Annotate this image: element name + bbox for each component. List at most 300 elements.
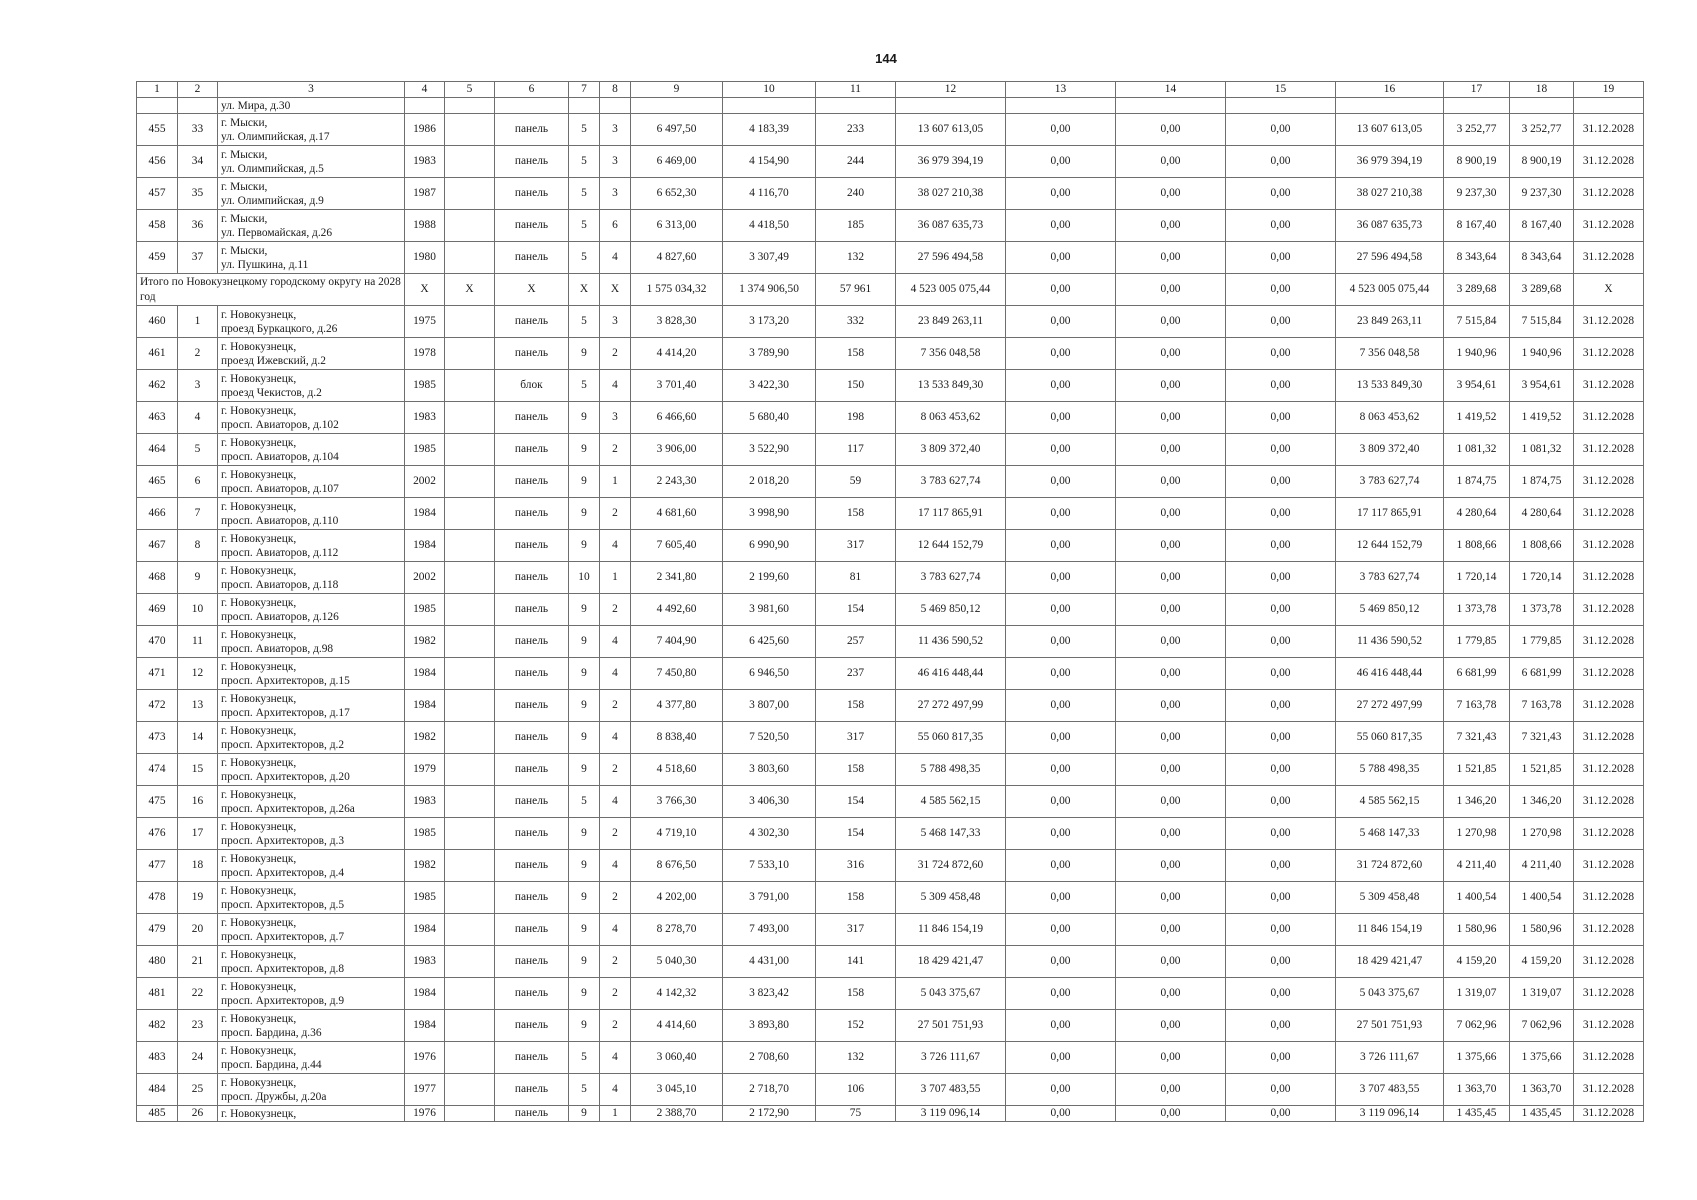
sub-number-cell: 10 xyxy=(178,594,218,626)
cell-c9: 4 518,60 xyxy=(631,754,723,786)
cell-c11: 317 xyxy=(816,722,896,754)
address-city: г. Новокузнецк, xyxy=(221,404,297,417)
address-street: просп. Архитекторов, д.5 xyxy=(221,898,345,911)
cell-c13: 0,00 xyxy=(1006,210,1116,242)
cell-c8: 3 xyxy=(600,178,631,210)
cell-c13: 0,00 xyxy=(1006,658,1116,690)
cell-c14: 0,00 xyxy=(1116,594,1226,626)
cell-c6: панель xyxy=(495,338,569,370)
address-city: г. Новокузнецк, xyxy=(221,500,297,513)
cell-c11: 237 xyxy=(816,658,896,690)
cell-c17: 1 435,45 xyxy=(1444,1106,1510,1122)
cell-c17: 6 681,99 xyxy=(1444,658,1510,690)
address-city: г. Новокузнецк, xyxy=(221,884,297,897)
total-c19: Х xyxy=(1574,274,1644,306)
cell-c11: 317 xyxy=(816,530,896,562)
cell-c9: 6 466,60 xyxy=(631,402,723,434)
row-number-cell: 459 xyxy=(137,242,178,274)
address-city: г. Мыски, xyxy=(221,244,268,257)
cell-c12: 55 060 817,35 xyxy=(896,722,1006,754)
cell-c14: 0,00 xyxy=(1116,754,1226,786)
row-number-cell: 483 xyxy=(137,1042,178,1074)
cell-c15: 0,00 xyxy=(1226,402,1336,434)
sub-number-cell: 21 xyxy=(178,946,218,978)
sub-number-cell: 12 xyxy=(178,658,218,690)
cell-c7: 9 xyxy=(569,1106,600,1122)
sub-number-cell: 16 xyxy=(178,786,218,818)
cell-c17: 1 779,85 xyxy=(1444,626,1510,658)
cell-c7: 9 xyxy=(569,690,600,722)
cell-c5 xyxy=(445,946,495,978)
cell-c10: 4 418,50 xyxy=(723,210,816,242)
cell-c10: 3 522,90 xyxy=(723,434,816,466)
table-row xyxy=(137,594,1644,626)
housing-program-table xyxy=(136,81,1644,1122)
header-cell: 16 xyxy=(1336,82,1444,98)
cell-c4: 2002 xyxy=(405,466,445,498)
cell-c16: 17 117 865,91 xyxy=(1336,498,1444,530)
cell xyxy=(495,98,569,114)
cell-c9: 8 838,40 xyxy=(631,722,723,754)
cell-c16: 23 849 263,11 xyxy=(1336,306,1444,338)
cell-c9: 3 060,40 xyxy=(631,1042,723,1074)
cell-c8: 4 xyxy=(600,626,631,658)
cell-c5 xyxy=(445,146,495,178)
address-street: просп. Бардина, д.44 xyxy=(221,1058,322,1071)
table-row xyxy=(137,498,1644,530)
address-street: ул. Олимпийская, д.17 xyxy=(221,130,330,143)
cell-c6: панель xyxy=(495,306,569,338)
cell-c10: 3 406,30 xyxy=(723,786,816,818)
cell-c4: 1979 xyxy=(405,754,445,786)
cell-c6: панель xyxy=(495,114,569,146)
cell-c11: 158 xyxy=(816,754,896,786)
row-number-cell: 460 xyxy=(137,306,178,338)
address-cell xyxy=(218,1106,405,1122)
cell-c19: 31.12.2028 xyxy=(1574,978,1644,1010)
cell-c15: 0,00 xyxy=(1226,1010,1336,1042)
sub-number-cell: 11 xyxy=(178,626,218,658)
cell-c8: 2 xyxy=(600,338,631,370)
cell-c12: 3 783 627,74 xyxy=(896,466,1006,498)
cell-c8: 4 xyxy=(600,1042,631,1074)
cell-c13: 0,00 xyxy=(1006,850,1116,882)
cell-c18: 1 874,75 xyxy=(1510,466,1574,498)
cell-c9: 6 469,00 xyxy=(631,146,723,178)
address-street: ул. Олимпийская, д.9 xyxy=(221,194,324,207)
cell-c6: блок xyxy=(495,370,569,402)
address-city: г. Мыски, xyxy=(221,148,268,161)
cell-c11: 158 xyxy=(816,690,896,722)
total-c14: 0,00 xyxy=(1116,274,1226,306)
cell-c8: 4 xyxy=(600,242,631,274)
address-cell xyxy=(218,242,405,274)
cell-c14: 0,00 xyxy=(1116,914,1226,946)
cell-c12: 11 846 154,19 xyxy=(896,914,1006,946)
table-row xyxy=(137,658,1644,690)
cell-c9: 4 142,32 xyxy=(631,978,723,1010)
row-number-cell: 480 xyxy=(137,946,178,978)
sub-number-cell: 18 xyxy=(178,850,218,882)
cell-c19: 31.12.2028 xyxy=(1574,178,1644,210)
cell-c15: 0,00 xyxy=(1226,338,1336,370)
cell-c7: 9 xyxy=(569,466,600,498)
cell-c7: 5 xyxy=(569,370,600,402)
cell-c7: 9 xyxy=(569,914,600,946)
cell-c17: 1 400,54 xyxy=(1444,882,1510,914)
cell-c9: 3 906,00 xyxy=(631,434,723,466)
cell-c14: 0,00 xyxy=(1116,562,1226,594)
sub-number-cell: 7 xyxy=(178,498,218,530)
address-street: просп. Архитекторов, д.7 xyxy=(221,930,345,943)
row-number-cell: 470 xyxy=(137,626,178,658)
total-c7: Х xyxy=(569,274,600,306)
cell-c7: 9 xyxy=(569,530,600,562)
cell-c6: панель xyxy=(495,1074,569,1106)
cell-c4: 1976 xyxy=(405,1042,445,1074)
cell-c7: 9 xyxy=(569,594,600,626)
address-cell xyxy=(218,882,405,914)
cell-c6: панель xyxy=(495,434,569,466)
cell-c5 xyxy=(445,434,495,466)
cell-c15: 0,00 xyxy=(1226,914,1336,946)
address-city: г. Новокузнецк, xyxy=(221,820,297,833)
cell-c4: 1980 xyxy=(405,242,445,274)
cell-c11: 332 xyxy=(816,306,896,338)
cell-c8: 2 xyxy=(600,594,631,626)
cell-c11: 132 xyxy=(816,1042,896,1074)
address-city: г. Новокузнецк, xyxy=(221,340,297,353)
address-city: г. Новокузнецк, xyxy=(221,724,297,737)
cell-c15: 0,00 xyxy=(1226,722,1336,754)
cell-c18: 1 375,66 xyxy=(1510,1042,1574,1074)
cell-c6: панель xyxy=(495,914,569,946)
table-row xyxy=(137,306,1644,338)
cell-c5 xyxy=(445,882,495,914)
cell-c5 xyxy=(445,242,495,274)
cell-c6: панель xyxy=(495,498,569,530)
cell-c13: 0,00 xyxy=(1006,1010,1116,1042)
cell-c6: панель xyxy=(495,818,569,850)
cell-c7: 9 xyxy=(569,946,600,978)
header-cell: 12 xyxy=(896,82,1006,98)
cell-c16: 3 783 627,74 xyxy=(1336,562,1444,594)
sub-number-cell: 37 xyxy=(178,242,218,274)
cell-c5 xyxy=(445,178,495,210)
cell-c16: 11 846 154,19 xyxy=(1336,914,1444,946)
cell-c13: 0,00 xyxy=(1006,722,1116,754)
cell-c10: 3 173,20 xyxy=(723,306,816,338)
address-city: г. Новокузнецк, xyxy=(221,308,297,321)
cell-c12: 5 788 498,35 xyxy=(896,754,1006,786)
header-cell: 14 xyxy=(1116,82,1226,98)
table-row xyxy=(137,1106,1644,1122)
cell-c14: 0,00 xyxy=(1116,114,1226,146)
row-number-cell: 482 xyxy=(137,1010,178,1042)
address-street: просп. Архитекторов, д.3 xyxy=(221,834,345,847)
cell-c14: 0,00 xyxy=(1116,370,1226,402)
sub-number-cell: 1 xyxy=(178,306,218,338)
table-row xyxy=(137,562,1644,594)
row-number-cell: 458 xyxy=(137,210,178,242)
cell-c14: 0,00 xyxy=(1116,658,1226,690)
cell-c8: 4 xyxy=(600,1074,631,1106)
address-city: г. Новокузнецк, xyxy=(221,1076,297,1089)
table-row xyxy=(137,338,1644,370)
address-cell xyxy=(218,1042,405,1074)
cell-c8: 2 xyxy=(600,498,631,530)
cell-c15: 0,00 xyxy=(1226,178,1336,210)
row-number-cell: 457 xyxy=(137,178,178,210)
cell-c17: 7 062,96 xyxy=(1444,1010,1510,1042)
address-city: г. Новокузнецк, xyxy=(221,692,297,705)
cell-c19: 31.12.2028 xyxy=(1574,658,1644,690)
cell-c12: 13 607 613,05 xyxy=(896,114,1006,146)
table-row xyxy=(137,690,1644,722)
cell-c8: 1 xyxy=(600,1106,631,1122)
cell-c6: панель xyxy=(495,242,569,274)
cell xyxy=(445,98,495,114)
cell-c13: 0,00 xyxy=(1006,434,1116,466)
cell-c7: 9 xyxy=(569,658,600,690)
cell-c19: 31.12.2028 xyxy=(1574,370,1644,402)
cell-c8: 6 xyxy=(600,210,631,242)
cell-c18: 1 363,70 xyxy=(1510,1074,1574,1106)
cell-c5 xyxy=(445,850,495,882)
cell xyxy=(405,98,445,114)
header-cell: 4 xyxy=(405,82,445,98)
cell-c17: 1 319,07 xyxy=(1444,978,1510,1010)
cell-c19: 31.12.2028 xyxy=(1574,146,1644,178)
cell-c5 xyxy=(445,818,495,850)
cell-c6: панель xyxy=(495,210,569,242)
cell-c11: 257 xyxy=(816,626,896,658)
address-cell xyxy=(218,1010,405,1042)
cell-c18: 1 081,32 xyxy=(1510,434,1574,466)
cell-c11: 59 xyxy=(816,466,896,498)
cell-c15: 0,00 xyxy=(1226,146,1336,178)
cell-c9: 2 341,80 xyxy=(631,562,723,594)
cell-c16: 27 272 497,99 xyxy=(1336,690,1444,722)
cell-c8: 2 xyxy=(600,818,631,850)
row-number-cell: 465 xyxy=(137,466,178,498)
header-cell: 8 xyxy=(600,82,631,98)
cell-c6: панель xyxy=(495,594,569,626)
address-cell xyxy=(218,978,405,1010)
cell-c13: 0,00 xyxy=(1006,146,1116,178)
cell-c6: панель xyxy=(495,562,569,594)
cell xyxy=(816,98,896,114)
table-row xyxy=(137,754,1644,786)
row-number-cell: 468 xyxy=(137,562,178,594)
sub-number-cell: 25 xyxy=(178,1074,218,1106)
table-row xyxy=(137,626,1644,658)
cell-c12: 12 644 152,79 xyxy=(896,530,1006,562)
sub-number-cell: 20 xyxy=(178,914,218,946)
cell-c18: 4 211,40 xyxy=(1510,850,1574,882)
address-street: просп. Авиаторов, д.118 xyxy=(221,578,339,591)
cell-c17: 4 280,64 xyxy=(1444,498,1510,530)
cell-c6: панель xyxy=(495,626,569,658)
cell xyxy=(1226,98,1336,114)
cell-c19: 31.12.2028 xyxy=(1574,690,1644,722)
cell-c19: 31.12.2028 xyxy=(1574,722,1644,754)
address-cell xyxy=(218,658,405,690)
cell-c9: 4 719,10 xyxy=(631,818,723,850)
cell-c5 xyxy=(445,1010,495,1042)
address-city: г. Новокузнецк, xyxy=(221,916,297,929)
cell-c14: 0,00 xyxy=(1116,402,1226,434)
cell-c8: 4 xyxy=(600,370,631,402)
cell-c8: 4 xyxy=(600,530,631,562)
cell-c14: 0,00 xyxy=(1116,530,1226,562)
cell-c19: 31.12.2028 xyxy=(1574,914,1644,946)
header-cell: 13 xyxy=(1006,82,1116,98)
cell xyxy=(137,98,178,114)
cell-c4: 1983 xyxy=(405,146,445,178)
header-cell: 11 xyxy=(816,82,896,98)
address-city: г. Новокузнецк, xyxy=(221,596,297,609)
cell-c17: 8 343,64 xyxy=(1444,242,1510,274)
cell-c17: 4 159,20 xyxy=(1444,946,1510,978)
cell-c9: 6 497,50 xyxy=(631,114,723,146)
cell-c12: 7 356 048,58 xyxy=(896,338,1006,370)
cell-c12: 4 585 562,15 xyxy=(896,786,1006,818)
address-cell xyxy=(218,850,405,882)
cell-c19: 31.12.2028 xyxy=(1574,338,1644,370)
cell-c4: 1985 xyxy=(405,882,445,914)
cell-c14: 0,00 xyxy=(1116,306,1226,338)
cell-c18: 1 580,96 xyxy=(1510,914,1574,946)
cell-c15: 0,00 xyxy=(1226,882,1336,914)
address-city: г. Новокузнецк, xyxy=(221,1044,297,1057)
cell-c9: 4 492,60 xyxy=(631,594,723,626)
cell xyxy=(1444,98,1510,114)
cell-c4: 1982 xyxy=(405,850,445,882)
cell-c14: 0,00 xyxy=(1116,786,1226,818)
cell-c4: 1985 xyxy=(405,818,445,850)
cell-c10: 2 172,90 xyxy=(723,1106,816,1122)
cell-c18: 1 319,07 xyxy=(1510,978,1574,1010)
row-number-cell: 469 xyxy=(137,594,178,626)
cell-c17: 1 375,66 xyxy=(1444,1042,1510,1074)
cell-c4: 1985 xyxy=(405,594,445,626)
address-street: просп. Дружбы, д.20а xyxy=(221,1090,327,1103)
cell-c16: 27 596 494,58 xyxy=(1336,242,1444,274)
cell-c5 xyxy=(445,914,495,946)
cell xyxy=(1006,98,1116,114)
row-number-cell: 463 xyxy=(137,402,178,434)
cell-c8: 3 xyxy=(600,306,631,338)
cell-c12: 5 043 375,67 xyxy=(896,978,1006,1010)
cell-c6: панель xyxy=(495,658,569,690)
cell-c15: 0,00 xyxy=(1226,1106,1336,1122)
cell-c6: панель xyxy=(495,978,569,1010)
cell-c11: 240 xyxy=(816,178,896,210)
cell-c14: 0,00 xyxy=(1116,722,1226,754)
table-body xyxy=(137,82,1644,1122)
cell-c12: 13 533 849,30 xyxy=(896,370,1006,402)
table-row xyxy=(137,370,1644,402)
cell-c7: 9 xyxy=(569,722,600,754)
address-street: проезд Ижевский, д.2 xyxy=(221,354,326,367)
sub-number-cell: 22 xyxy=(178,978,218,1010)
table-row xyxy=(137,466,1644,498)
cell-c16: 46 416 448,44 xyxy=(1336,658,1444,690)
cell-c8: 3 xyxy=(600,114,631,146)
cell-c17: 4 211,40 xyxy=(1444,850,1510,882)
cell-c16: 3 809 372,40 xyxy=(1336,434,1444,466)
cell-c10: 2 708,60 xyxy=(723,1042,816,1074)
cell-c14: 0,00 xyxy=(1116,434,1226,466)
cell-c17: 1 720,14 xyxy=(1444,562,1510,594)
cell-c13: 0,00 xyxy=(1006,402,1116,434)
cell-c12: 36 087 635,73 xyxy=(896,210,1006,242)
cell-c14: 0,00 xyxy=(1116,978,1226,1010)
cell-c15: 0,00 xyxy=(1226,498,1336,530)
address-cell xyxy=(218,818,405,850)
total-label: Итого по Новокузнецкому городскому округу на 2028 год xyxy=(137,274,405,306)
cell-c9: 7 404,90 xyxy=(631,626,723,658)
address-cell xyxy=(218,786,405,818)
cell-c6: панель xyxy=(495,882,569,914)
cell-c15: 0,00 xyxy=(1226,754,1336,786)
cell-c13: 0,00 xyxy=(1006,1074,1116,1106)
cell-c8: 2 xyxy=(600,690,631,722)
cell-c7: 9 xyxy=(569,882,600,914)
cell xyxy=(896,98,1006,114)
sub-number-cell: 5 xyxy=(178,434,218,466)
cell-c9: 6 652,30 xyxy=(631,178,723,210)
cell-c14: 0,00 xyxy=(1116,338,1226,370)
total-c17: 3 289,68 xyxy=(1444,274,1510,306)
cell-c9: 3 701,40 xyxy=(631,370,723,402)
cell-c18: 8 900,19 xyxy=(1510,146,1574,178)
table-row xyxy=(137,850,1644,882)
cell-c16: 12 644 152,79 xyxy=(1336,530,1444,562)
cell-c19: 31.12.2028 xyxy=(1574,210,1644,242)
header-cell: 5 xyxy=(445,82,495,98)
sub-number-cell: 23 xyxy=(178,1010,218,1042)
cell-c8: 4 xyxy=(600,914,631,946)
cell-c7: 5 xyxy=(569,114,600,146)
cell-c18: 1 435,45 xyxy=(1510,1106,1574,1122)
cell-c18: 1 521,85 xyxy=(1510,754,1574,786)
cell-c16: 8 063 453,62 xyxy=(1336,402,1444,434)
cell-c13: 0,00 xyxy=(1006,1106,1116,1122)
cell-c18: 4 280,64 xyxy=(1510,498,1574,530)
cell-c5 xyxy=(445,338,495,370)
cell-c6: панель xyxy=(495,1042,569,1074)
address-city: г. Новокузнецк, xyxy=(221,1107,297,1120)
cell-c11: 154 xyxy=(816,786,896,818)
cell-c4: 1985 xyxy=(405,434,445,466)
cell-c19: 31.12.2028 xyxy=(1574,1010,1644,1042)
address-cell xyxy=(218,690,405,722)
cell-c16: 5 788 498,35 xyxy=(1336,754,1444,786)
cell-c11: 316 xyxy=(816,850,896,882)
address-cell xyxy=(218,754,405,786)
cell-c4: 1987 xyxy=(405,178,445,210)
cell-c14: 0,00 xyxy=(1116,850,1226,882)
cell-c16: 5 309 458,48 xyxy=(1336,882,1444,914)
cell-c19: 31.12.2028 xyxy=(1574,466,1644,498)
cell xyxy=(1336,98,1444,114)
total-c10: 1 374 906,50 xyxy=(723,274,816,306)
cell-c11: 185 xyxy=(816,210,896,242)
address-street: проезд Чекистов, д.2 xyxy=(221,386,322,399)
cell-c5 xyxy=(445,530,495,562)
